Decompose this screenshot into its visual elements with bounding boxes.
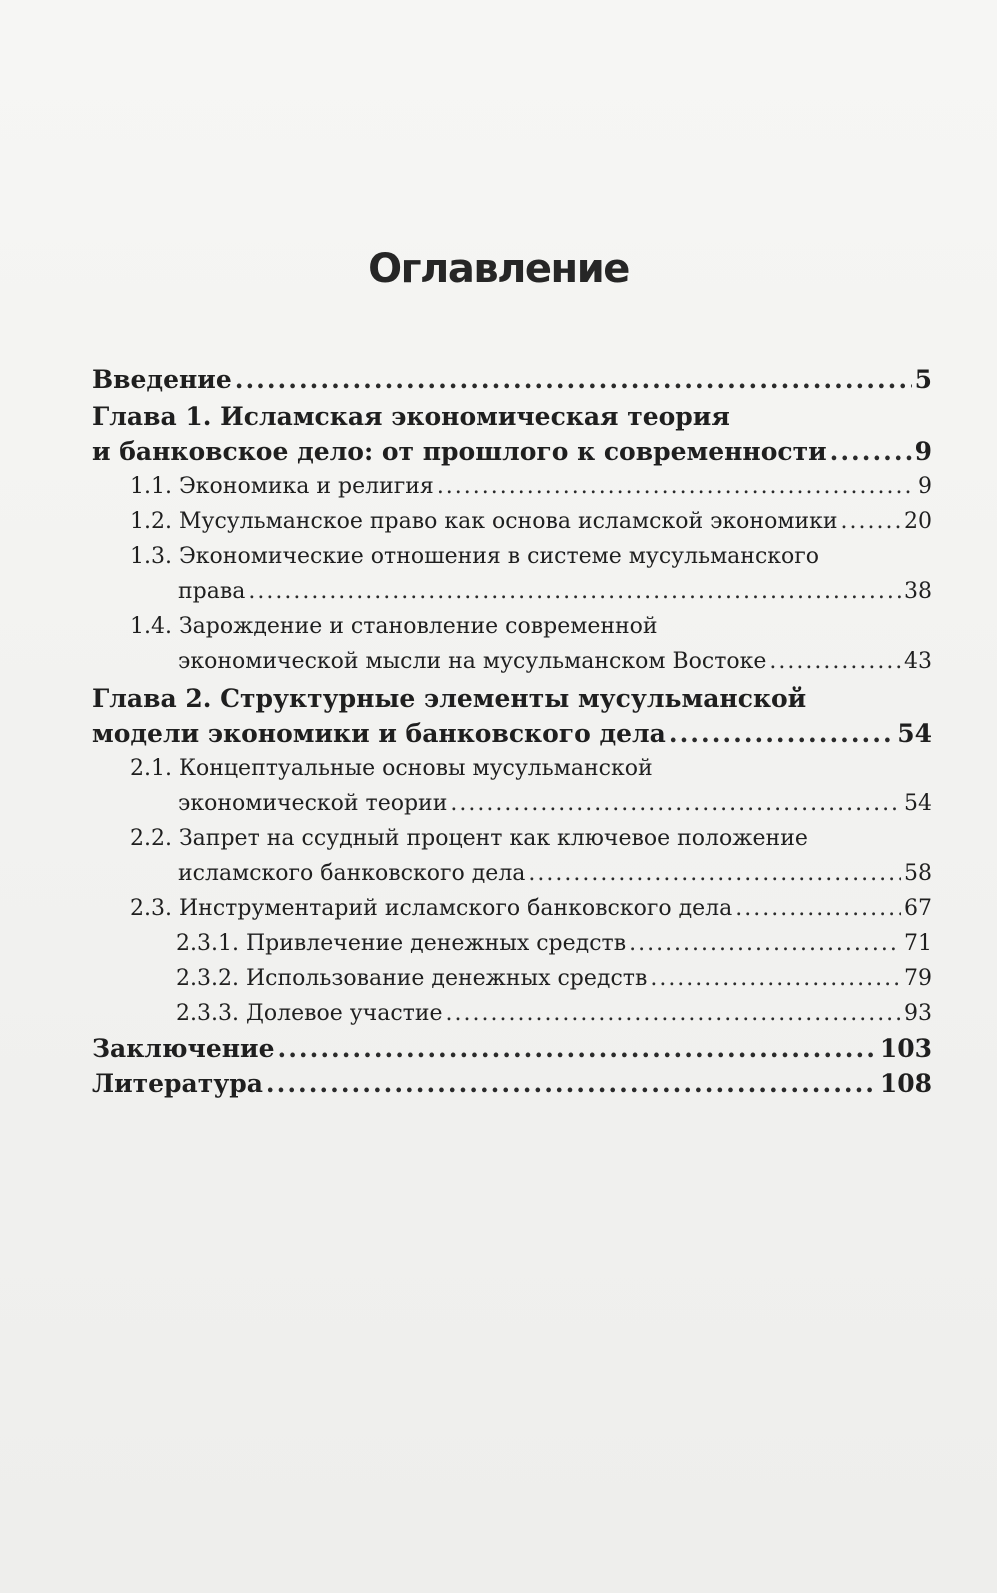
dot-leader — [735, 891, 901, 926]
dot-leader — [669, 716, 894, 751]
dot-leader — [266, 1066, 877, 1101]
toc-page-number: 79 — [904, 966, 932, 991]
toc-label: 2.3. Инструментарий исламского банковского дела — [130, 896, 733, 921]
table-of-contents — [92, 362, 932, 1101]
toc-label-continued: модели экономики и банковского дела — [92, 719, 666, 748]
dot-leader — [248, 574, 901, 609]
toc-entry-subsection-2-3-2 — [92, 961, 932, 996]
toc-entry-section-1-4 — [92, 609, 932, 679]
toc-entry-conclusion — [92, 1031, 932, 1066]
dot-leader — [769, 644, 901, 679]
toc-entry-chapter-2 — [92, 681, 932, 751]
toc-label: 2.3.2. Использование денежных средств — [176, 966, 648, 991]
toc-page-number: 103 — [879, 1034, 932, 1063]
toc-label: Литература — [92, 1069, 263, 1098]
toc-page-number: 67 — [904, 896, 932, 921]
toc-label: 2.3.1. Привлечение денежных средств — [176, 931, 627, 956]
toc-label: 1.1. Экономика и религия — [130, 474, 434, 499]
dot-leader — [235, 362, 912, 397]
toc-page-number: 54 — [897, 719, 932, 748]
toc-entry-section-1-3 — [92, 539, 932, 609]
dot-leader — [830, 434, 912, 469]
toc-label-continued: и банковское дело: от прошлого к современности — [92, 437, 827, 466]
toc-page-number: 20 — [904, 509, 932, 534]
dot-leader — [278, 1031, 877, 1066]
toc-label: 2.3.3. Долевое участие — [176, 1001, 443, 1026]
toc-label: 1.2. Мусульманское право как основа исламской экономики — [130, 509, 838, 534]
toc-page-number: 54 — [904, 791, 932, 816]
toc-page-number: 5 — [914, 365, 932, 394]
toc-page-number: 9 — [914, 437, 932, 466]
toc-label: 2.1. Концептуальные основы мусульманской — [130, 756, 653, 781]
dot-leader — [437, 469, 915, 504]
dot-leader — [450, 786, 901, 821]
toc-label: 2.2. Запрет на ссудный процент как ключевое положение — [130, 826, 808, 851]
toc-entry-section-2-1 — [92, 751, 932, 821]
toc-entry-subsection-2-3-1 — [92, 926, 932, 961]
toc-entry-chapter-1 — [92, 399, 932, 469]
dot-leader — [629, 926, 901, 961]
dot-leader — [841, 504, 901, 539]
toc-page-number: 38 — [904, 579, 932, 604]
toc-label-continued: экономической теории — [178, 791, 448, 816]
page-title: Оглавление — [368, 246, 629, 292]
toc-page-number: 93 — [904, 1001, 932, 1026]
toc-entry-section-1-2 — [92, 504, 932, 539]
toc-page-number: 43 — [904, 649, 932, 674]
toc-page-number: 71 — [904, 931, 932, 956]
toc-label-continued: исламского банковского дела — [178, 861, 526, 886]
toc-label: Введение — [92, 365, 232, 394]
toc-label: Глава 2. Структурные элементы мусульманской — [92, 684, 807, 713]
toc-page-number: 9 — [918, 474, 932, 499]
toc-label-continued: экономической мысли на мусульманском Востоке — [178, 649, 767, 674]
toc-page-number: 108 — [879, 1069, 932, 1098]
toc-entry-literature — [92, 1066, 932, 1101]
dot-leader — [528, 856, 901, 891]
dot-leader — [446, 996, 901, 1031]
toc-entry-intro — [92, 362, 932, 397]
toc-label: Заключение — [92, 1034, 275, 1063]
toc-label: Глава 1. Исламская экономическая теория — [92, 402, 730, 431]
toc-label: 1.3. Экономические отношения в системе мусульманского — [130, 544, 820, 569]
toc-page-number: 58 — [904, 861, 932, 886]
toc-label-continued: права — [178, 579, 246, 604]
toc-entry-section-2-2 — [92, 821, 932, 891]
toc-entry-section-1-1 — [92, 469, 932, 504]
toc-entry-subsection-2-3-3 — [92, 996, 932, 1031]
toc-entry-section-2-3 — [92, 891, 932, 926]
dot-leader — [650, 961, 901, 996]
toc-label: 1.4. Зарождение и становление современной — [130, 614, 658, 639]
